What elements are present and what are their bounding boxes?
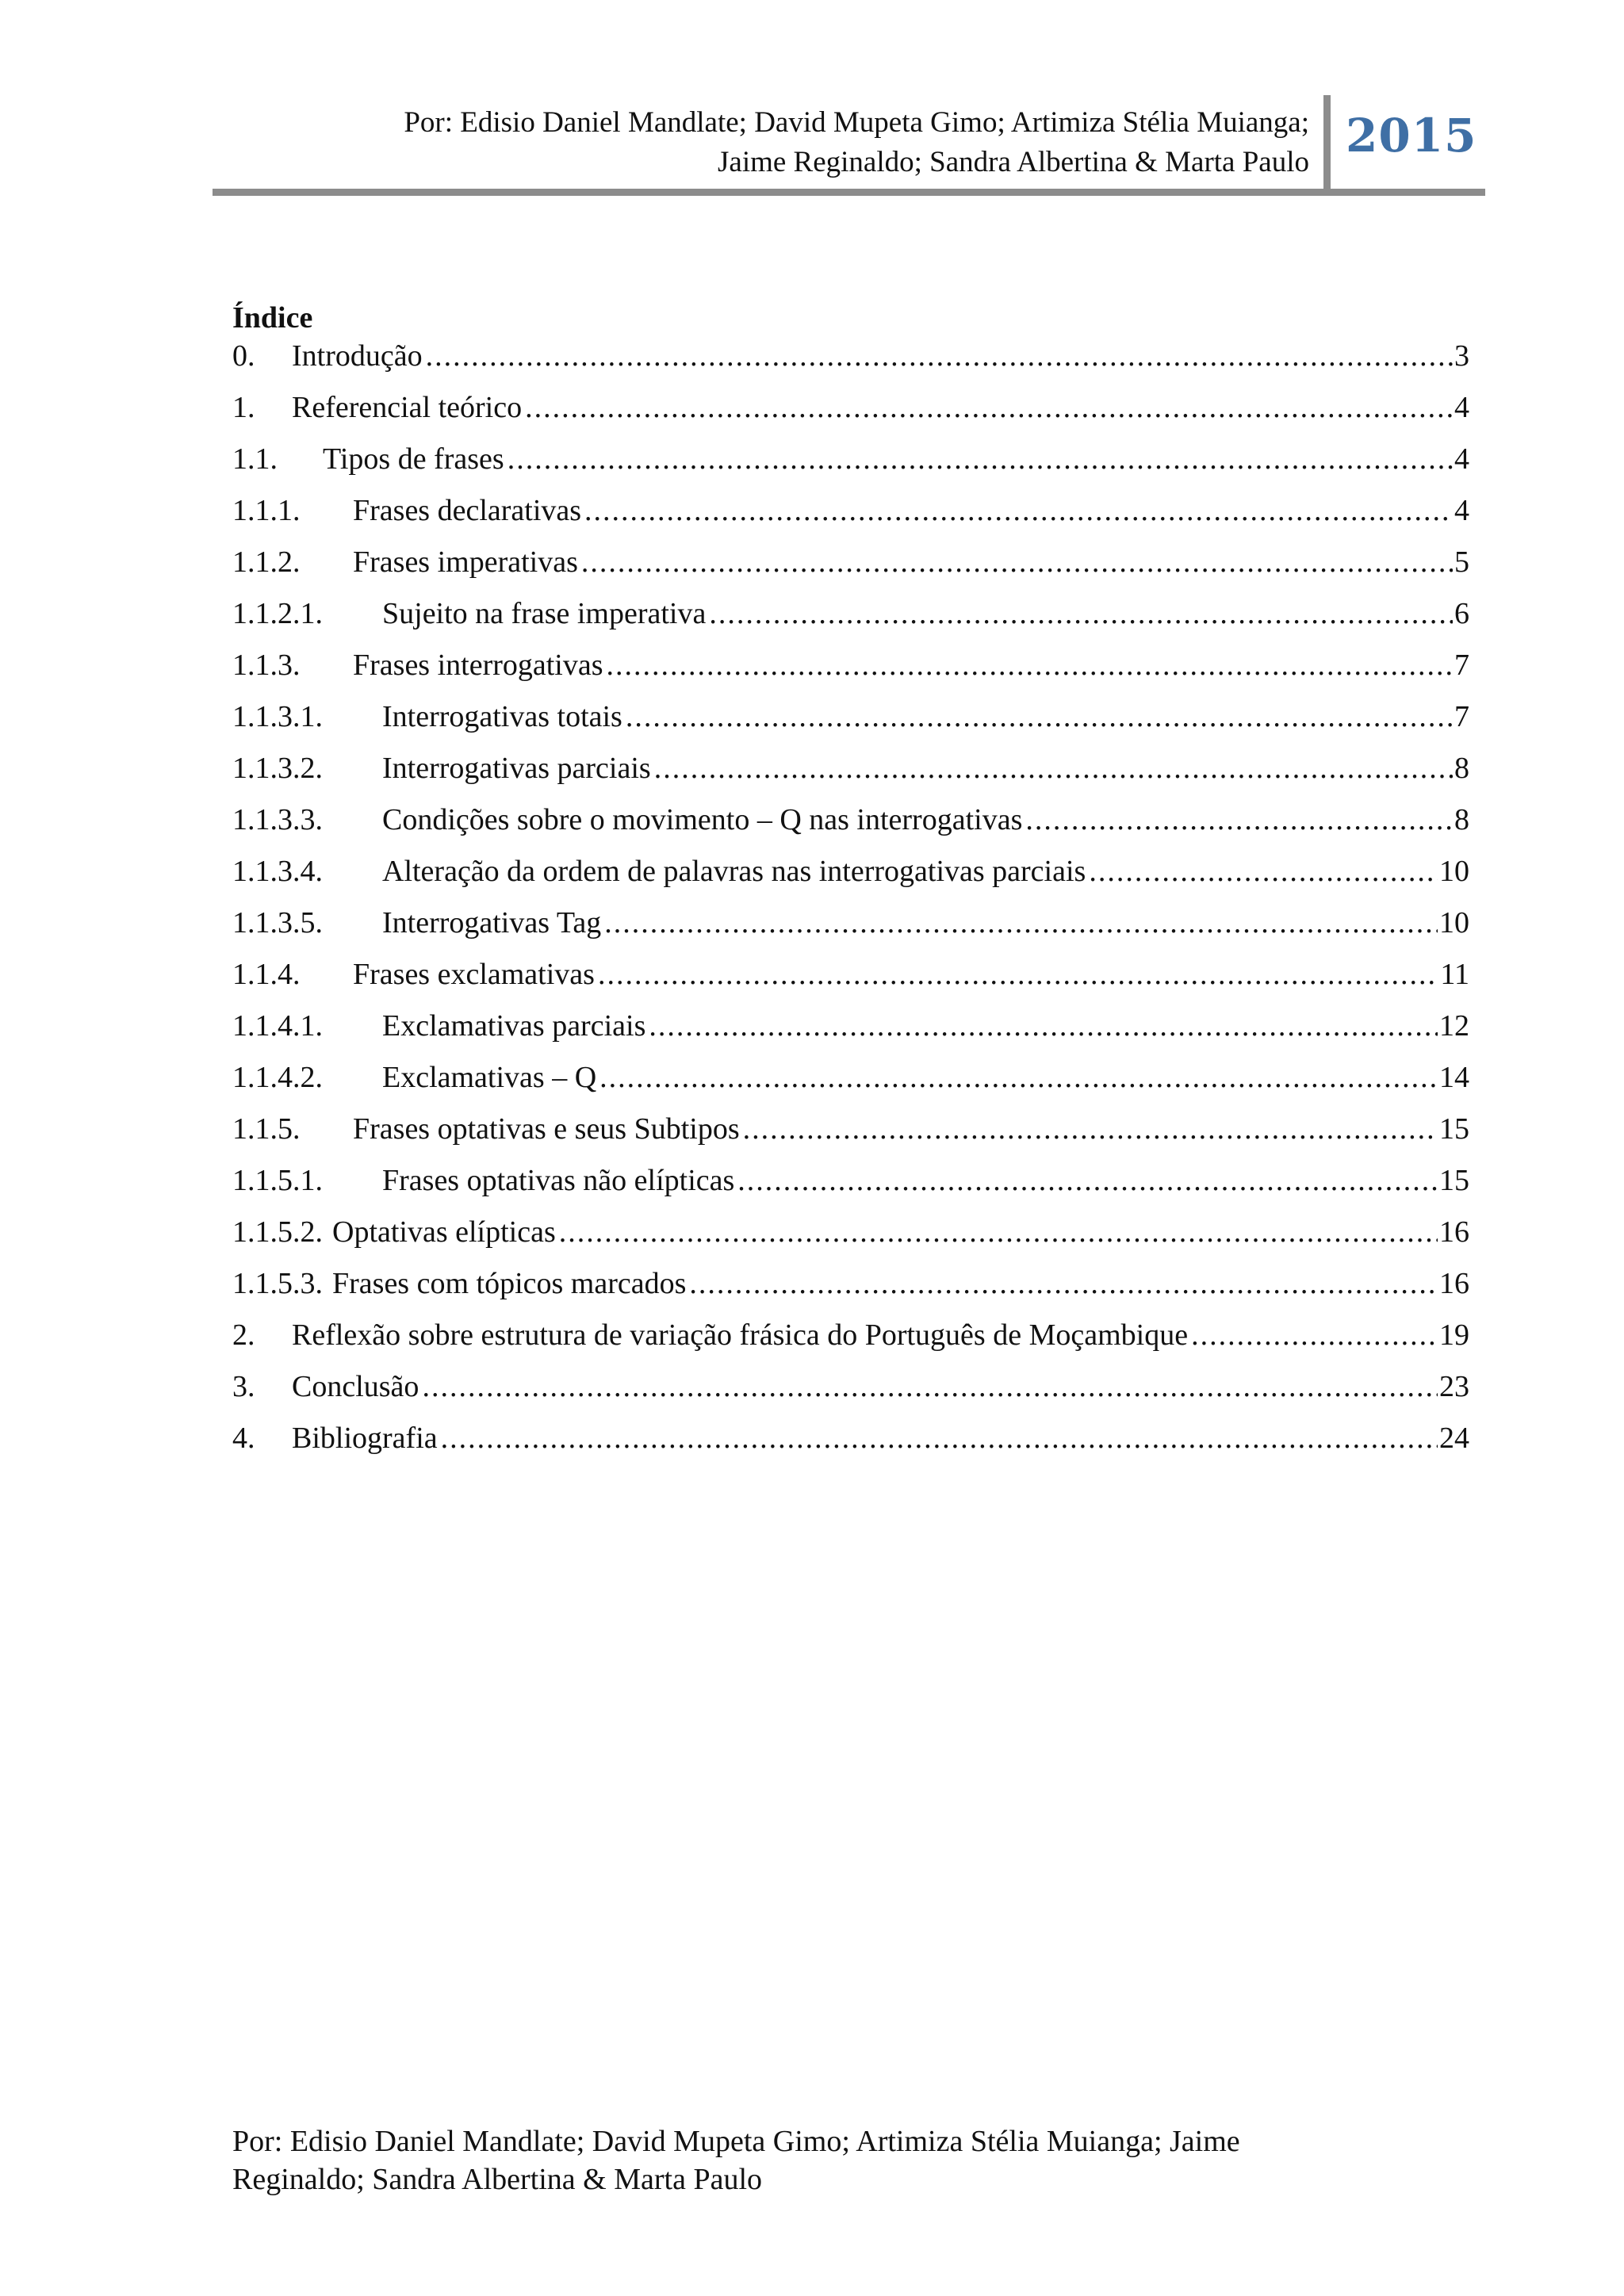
toc-entry-page: 5 — [1454, 545, 1469, 579]
page-header-authors — [404, 103, 1309, 182]
toc-entry[interactable] — [232, 438, 1469, 490]
toc-entry-title: Frases exclamativas — [353, 958, 595, 991]
toc-entry[interactable] — [232, 954, 1469, 1005]
toc-dot-leader — [1089, 851, 1438, 892]
toc-entry-title: Tipos de frases — [323, 442, 504, 476]
toc-entry-number: 1.1.3.3. — [232, 803, 323, 836]
toc-entry-number: 1.1.5.3. — [232, 1267, 323, 1300]
toc-entry-page: 24 — [1439, 1422, 1469, 1455]
toc-entry[interactable] — [232, 1005, 1469, 1057]
toc-entry-page: 12 — [1439, 1009, 1469, 1043]
toc-entry-title: Frases declarativas — [353, 494, 582, 527]
header-authors-line-1: Por: Edisio Daniel Mandlate; David Mupeta Gimo; Artimiza Stélia Muianga; — [404, 106, 1309, 139]
toc-entry-title: Interrogativas Tag — [382, 906, 602, 939]
toc-entry[interactable] — [232, 541, 1469, 593]
toc-entry-number: 1.1.2. — [232, 545, 301, 579]
toc-entry-number: 1.1.3. — [232, 649, 301, 682]
toc-entry-title: Reflexão sobre estrutura de variação frásica do Português de Moçambique — [292, 1318, 1189, 1352]
toc-entry-number: 1.1.4.1. — [232, 1009, 323, 1043]
toc-entry[interactable] — [232, 1211, 1469, 1263]
toc-entry-title: Conclusão — [292, 1370, 419, 1403]
toc-entry-title: Exclamativas parciais — [382, 1009, 646, 1043]
toc-entry[interactable] — [232, 1314, 1469, 1366]
toc-entry-number: 1.1.3.5. — [232, 906, 323, 939]
toc-entry[interactable] — [232, 851, 1469, 902]
toc-dot-leader — [441, 1418, 1438, 1459]
toc-entry-page: 14 — [1439, 1061, 1469, 1094]
toc-dot-leader — [689, 1263, 1438, 1304]
toc-entry-page: 11 — [1440, 958, 1469, 991]
toc-entry-number: 1.1.5. — [232, 1112, 301, 1146]
toc-entry-page: 23 — [1439, 1370, 1469, 1403]
toc-entry-number: 1.1.3.1. — [232, 700, 323, 733]
toc-dot-leader — [607, 645, 1453, 686]
toc-entry-title: Frases imperativas — [353, 545, 578, 579]
toc-entry-page: 16 — [1439, 1267, 1469, 1300]
toc-entry-page: 15 — [1439, 1112, 1469, 1146]
toc-entry[interactable] — [232, 335, 1469, 387]
toc-entry-number: 3. — [232, 1370, 255, 1403]
toc-entry-page: 6 — [1454, 597, 1469, 630]
toc-dot-leader — [654, 748, 1453, 789]
toc-entry-number: 1.1.5.2. — [232, 1215, 323, 1249]
toc-entry[interactable] — [232, 1263, 1469, 1314]
toc-entry-number: 1.1.5.1. — [232, 1164, 323, 1197]
toc-dot-leader — [709, 593, 1453, 634]
toc-entry-page: 15 — [1439, 1164, 1469, 1197]
toc-dot-leader — [649, 1005, 1438, 1047]
toc-entry-page: 8 — [1454, 752, 1469, 785]
toc-entry-page: 16 — [1439, 1215, 1469, 1249]
toc-dot-leader — [426, 335, 1453, 377]
toc-entry[interactable] — [232, 1366, 1469, 1418]
toc-entry-page: 19 — [1439, 1318, 1469, 1352]
toc-dot-leader — [584, 490, 1453, 531]
toc-dot-leader — [599, 1057, 1438, 1098]
toc-dot-leader — [508, 438, 1453, 480]
toc-dot-leader — [1025, 799, 1453, 840]
toc-entry-number: 1.1.3.2. — [232, 752, 323, 785]
toc-entry-number: 1.1.1. — [232, 494, 301, 527]
toc-entry-number: 1.1. — [232, 442, 278, 476]
toc-entry[interactable] — [232, 1160, 1469, 1211]
toc-entry-page: 7 — [1454, 700, 1469, 733]
toc-entry[interactable] — [232, 645, 1469, 696]
toc-entry-title: Frases com tópicos marcados — [332, 1267, 687, 1300]
toc-entry[interactable] — [232, 902, 1469, 954]
toc-entry[interactable] — [232, 748, 1469, 799]
toc-entry-number: 1.1.2.1. — [232, 597, 323, 630]
toc-entry-title: Interrogativas totais — [382, 700, 622, 733]
toc-entry-title: Referencial teórico — [292, 391, 523, 424]
toc-entry-number: 1.1.3.4. — [232, 855, 323, 888]
toc-entry-title: Introdução — [292, 339, 423, 373]
toc-entry-page: 7 — [1454, 649, 1469, 682]
toc-entry-number: 4. — [232, 1422, 255, 1455]
toc-entry[interactable] — [232, 1108, 1469, 1160]
toc-entry-title: Bibliografia — [292, 1422, 438, 1455]
toc-entry-page: 10 — [1439, 855, 1469, 888]
toc-dot-leader — [626, 696, 1453, 737]
page-footer-authors — [232, 2122, 1342, 2198]
toc-entry[interactable] — [232, 593, 1469, 645]
toc-heading: Índice — [232, 301, 313, 335]
toc-entry-number: 0. — [232, 339, 255, 373]
toc-dot-leader — [604, 902, 1438, 943]
toc-entry-title: Alteração da ordem de palavras nas interrogativas parciais — [382, 855, 1086, 888]
toc-entry[interactable] — [232, 696, 1469, 748]
toc-entry[interactable] — [232, 387, 1469, 438]
toc-dot-leader — [598, 954, 1438, 995]
header-vertical-divider — [1323, 95, 1331, 195]
toc-entry-number: 2. — [232, 1318, 255, 1352]
toc-entry-page: 10 — [1439, 906, 1469, 939]
toc-entry-title: Frases optativas e seus Subtipos — [353, 1112, 740, 1146]
header-authors-line-2: Jaime Reginaldo; Sandra Albertina & Marta Paulo — [718, 146, 1309, 178]
toc-dot-leader — [737, 1160, 1438, 1201]
toc-dot-leader — [743, 1108, 1438, 1150]
header-horizontal-rule — [213, 189, 1485, 196]
toc-entry-page: 4 — [1454, 494, 1469, 527]
toc-entry-number: 1.1.4.2. — [232, 1061, 323, 1094]
toc-entry-title: Condições sobre o movimento – Q nas interrogativas — [382, 803, 1023, 836]
toc-entry[interactable] — [232, 1418, 1469, 1469]
toc-entry-page: 8 — [1454, 803, 1469, 836]
toc-entry-title: Exclamativas – Q — [382, 1061, 597, 1094]
toc-entry-page: 4 — [1454, 391, 1469, 424]
toc-entry-title: Interrogativas parciais — [382, 752, 651, 785]
footer-authors-line-1: Por: Edisio Daniel Mandlate; David Mupeta Gimo; Artimiza Stélia Muianga; Jaime — [232, 2125, 1240, 2158]
footer-authors-line-2: Reginaldo; Sandra Albertina & Marta Paulo — [232, 2163, 763, 2196]
toc-entry-title: Frases interrogativas — [353, 649, 603, 682]
toc-entry[interactable] — [232, 1057, 1469, 1108]
toc-dot-leader — [581, 541, 1453, 583]
toc-entry-number: 1.1.4. — [232, 958, 301, 991]
toc-dot-leader — [1191, 1314, 1438, 1356]
toc-dot-leader — [559, 1211, 1438, 1253]
toc-entry[interactable] — [232, 490, 1469, 541]
toc-entry-title: Frases optativas não elípticas — [382, 1164, 735, 1197]
toc-entry-page: 4 — [1454, 442, 1469, 476]
toc-entry-title: Optativas elípticas — [332, 1215, 556, 1249]
toc-entry-title: Sujeito na frase imperativa — [382, 597, 707, 630]
toc-entry[interactable] — [232, 799, 1469, 851]
toc-entry-page: 3 — [1454, 339, 1469, 373]
toc-dot-leader — [525, 387, 1453, 428]
toc-entry-number: 1. — [232, 391, 255, 424]
toc-dot-leader — [422, 1366, 1438, 1407]
header-year: 2015 — [1346, 109, 1477, 163]
table-of-contents — [232, 335, 1469, 1469]
